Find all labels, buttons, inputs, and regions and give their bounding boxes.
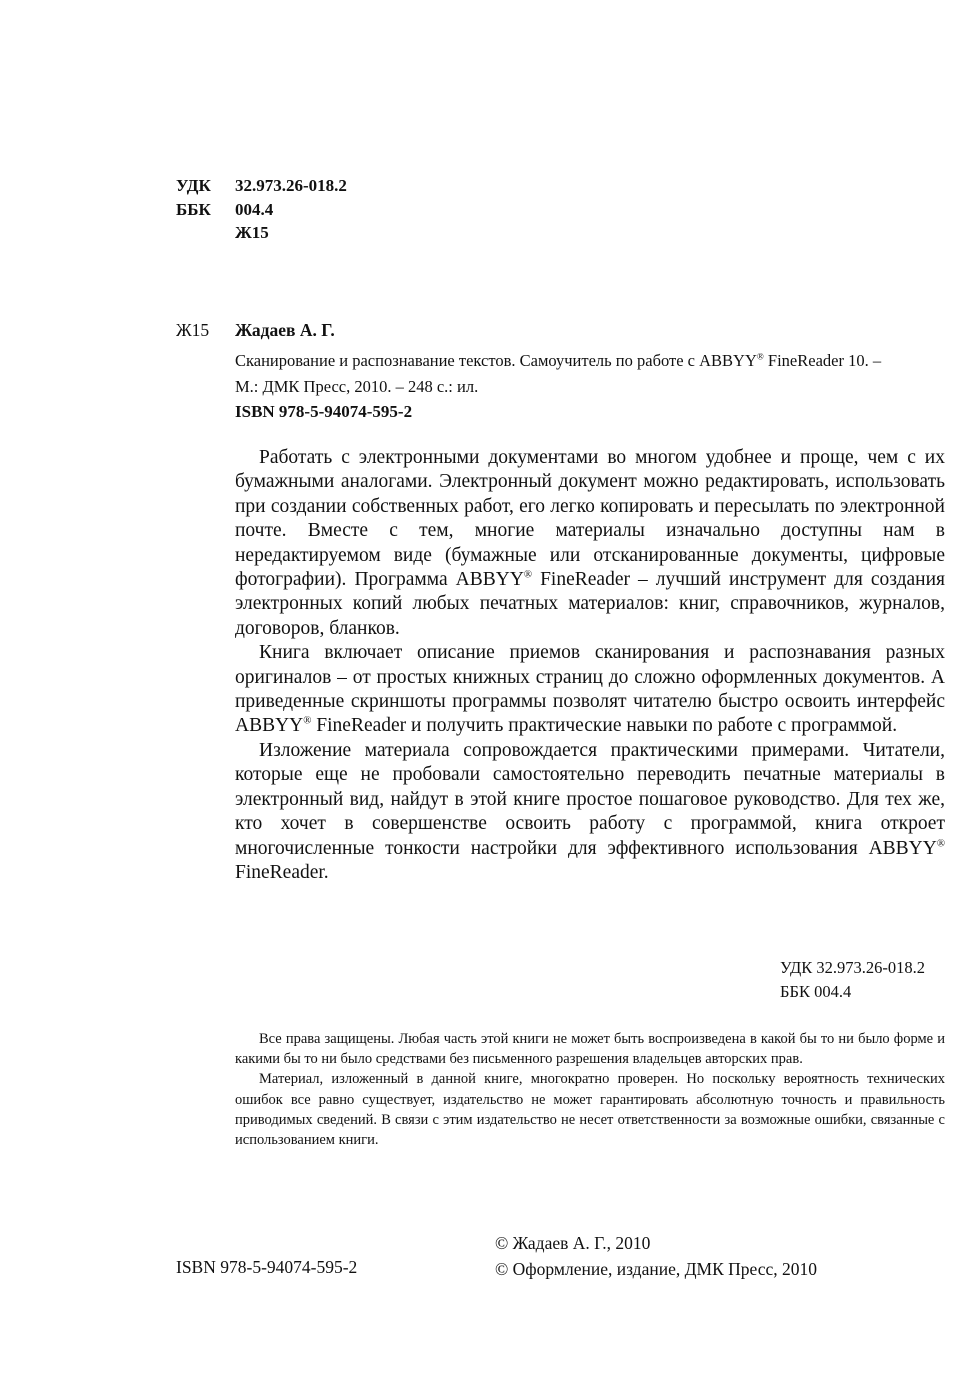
copyright-block [495, 1230, 817, 1282]
registered-mark: ® [756, 351, 764, 362]
annotation-paragraph-3: Изложение материала сопровождается практическими примерами. Читатели, которые еще не пробовали самостоятельно переводить печатные материалы в электронный вид, найдут в этой книге простое пошаговое руководство. Для тех же, кто хочет в совершенстве освоить работу с программой, книга откроет многочисленные тонкости настройки для эффективного использования ABBYY® FineReader. [235, 739, 945, 883]
classification-codes [176, 174, 347, 245]
bbk-label: ББК [176, 199, 211, 219]
annotation [235, 446, 945, 885]
catalog-isbn: ISBN 978-5-94074-595-2 [235, 402, 413, 421]
codes-right [780, 956, 925, 1004]
author-mark-row [176, 221, 347, 245]
bbk-value: 004.4 [235, 199, 274, 219]
catalog-author: Жадаев А. Г. [235, 320, 335, 340]
rights-paragraph-2: Материал, изложенный в данной книге, многократно проверен. Но поскольку вероятность технических ошибок все равно существует, издательство не может гарантировать абсолютную точность и правильность приводимых сведений. В связи с этим издательство не несет ответственности за возможные ошибки, связанные с использованием книги. [235, 1071, 945, 1149]
rights-notice [235, 1029, 945, 1150]
bbk-row [176, 198, 347, 222]
udk-value: 32.973.26-018.2 [235, 176, 347, 195]
footer-isbn: ISBN 978-5-94074-595-2 [176, 1257, 358, 1277]
copyright-author: © Жадаев А. Г., 2010 [495, 1233, 651, 1253]
rights-paragraph-1: Все права защищены. Любая часть этой книги не может быть воспроизведена в какой бы то ни было форме и какими бы то ни было средствами без письменного разрешения владельцев авторских прав. [235, 1031, 945, 1068]
bbk-code-right: ББК 004.4 [780, 982, 852, 1001]
copyright-publisher: © Оформление, издание, ДМК Пресс, 2010 [495, 1259, 818, 1279]
registered-mark: ® [523, 568, 533, 581]
publication-info: М.: ДМК Пресс, 2010. – 248 с.: ил. [235, 377, 479, 396]
book-title: Сканирование и распознавание текстов. Самоучитель по работе с ABBYY® FineReader 10. – [235, 351, 882, 370]
annotation-paragraph-2: Книга включает описание приемов сканирования и распознавания разных оригиналов – от простых книжных страниц до сложно оформленных документов. А приведенные скриншоты программы позволят читателю быстро освоить интерфейс ABBYY® FineReader и получить практические навыки по работе с программой. [235, 642, 945, 737]
registered-mark: ® [303, 714, 312, 727]
udk-label: УДК [176, 176, 211, 195]
udk-code-right: УДК 32.973.26-018.2 [780, 958, 926, 977]
bibliographic-description [235, 348, 950, 400]
catalog-mark: Ж15 [176, 320, 210, 340]
udk-row [176, 174, 347, 198]
author-mark: Ж15 [235, 223, 269, 242]
registered-mark: ® [936, 837, 945, 849]
annotation-paragraph-1: Работать с электронными документами во многом удобнее и проще, чем с их бумажными аналогами. Электронный документ можно редактировать, использовать при создании собственных работ, его легко копировать и пересылать по электронной почте. Вместе с тем, многие материалы изначально доступны нам в нередактируемом виде (бумажные или отсканированные документы, цифровые фотографии). Программа ABBYY® FineReader – лучший инструмент для создания электронных копий любых печатных материалов: книг, справочников, журналов, договоров, бланков. [235, 447, 945, 639]
